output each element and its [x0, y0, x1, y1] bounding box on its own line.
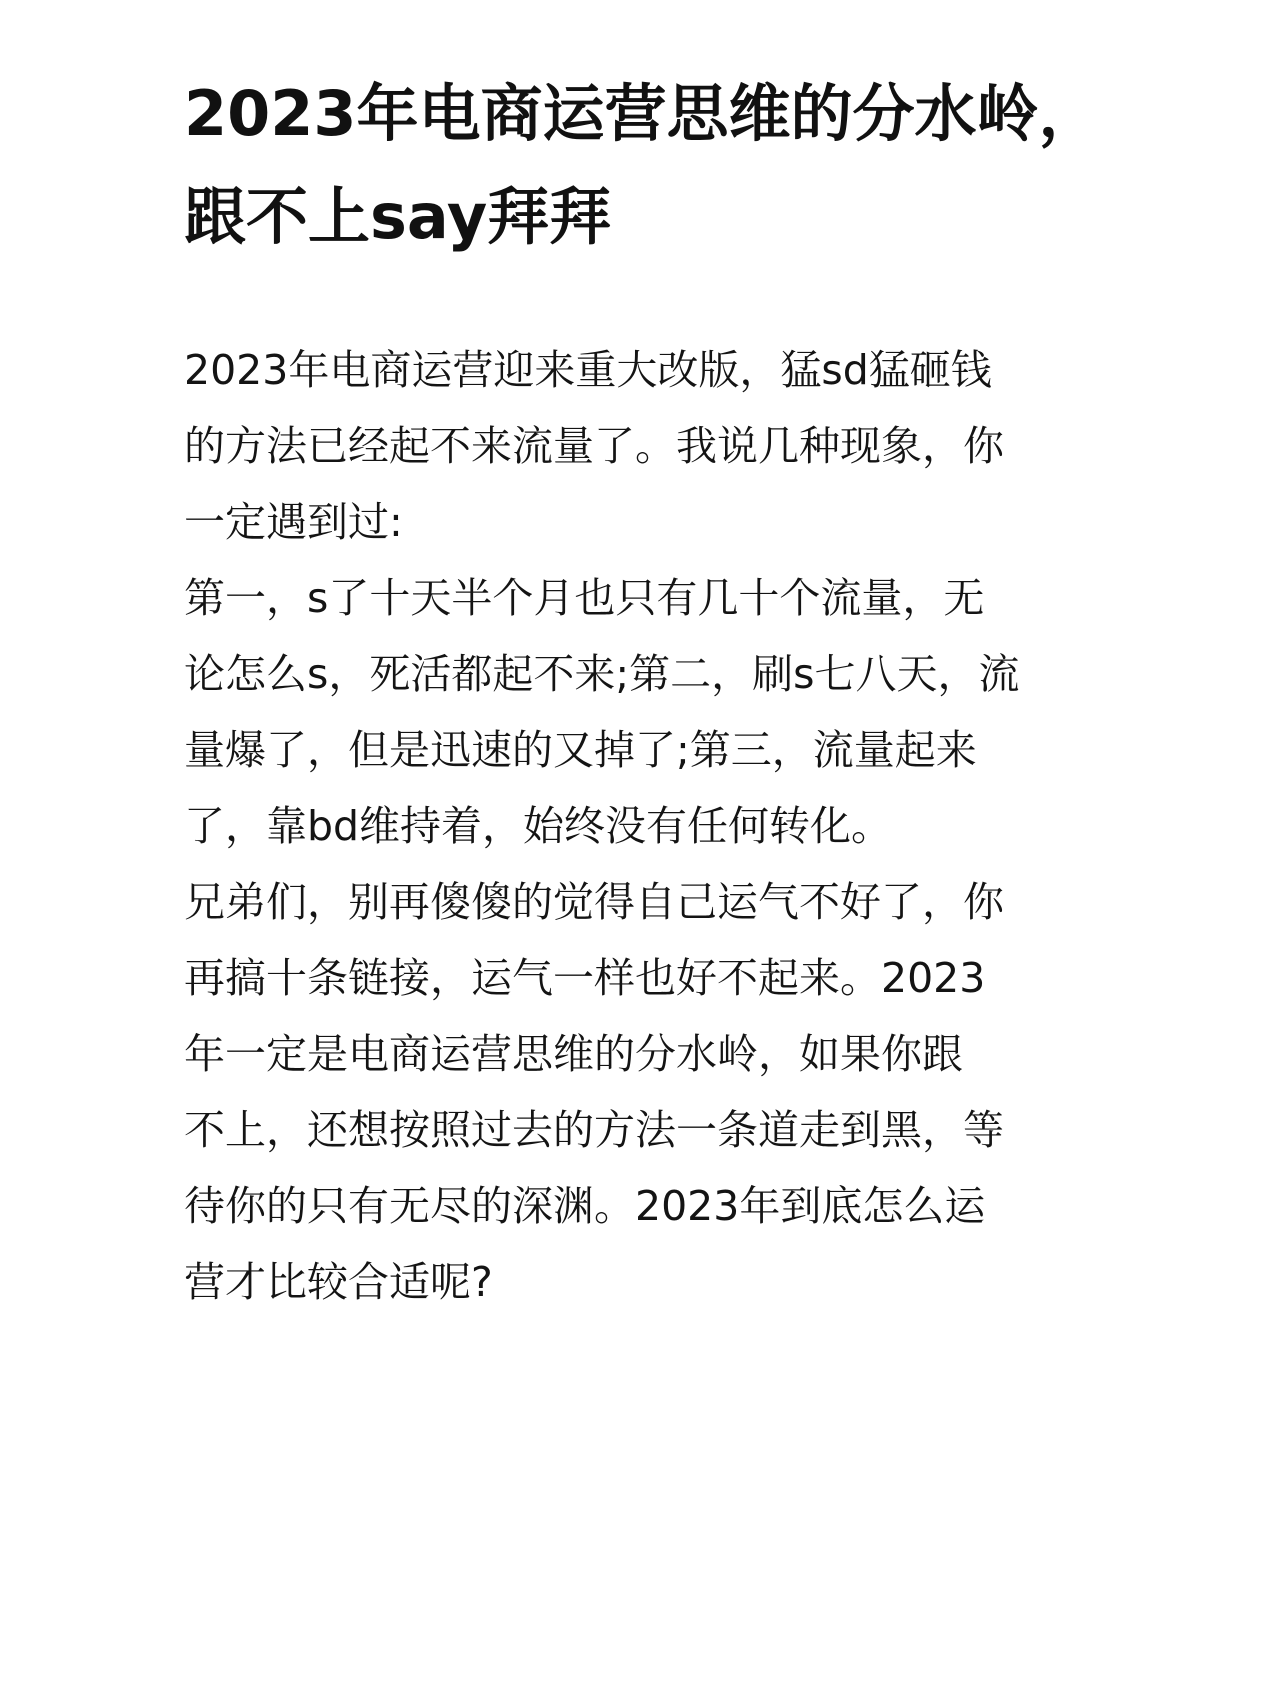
body-line: 的方法已经起不来流量了。我说几种现象，你	[184, 422, 1004, 470]
article-body	[184, 332, 1114, 1320]
article-title	[184, 62, 1114, 268]
body-line: 量爆了，但是迅速的又掉了;第三，流量起来	[184, 726, 977, 774]
body-line: 兄弟们，别再傻傻的觉得自己运气不好了，你	[184, 878, 1004, 926]
body-line: 不上，还想按照过去的方法一条道走到黑，等	[184, 1106, 1004, 1154]
body-line: 论怎么s，死活都起不来;第二，刷s七八天，流	[184, 650, 1020, 698]
body-line: 了，靠bd维持着，始终没有任何转化。	[184, 802, 893, 850]
body-line: 再搞十条链接，运气一样也好不起来。2023	[184, 954, 986, 1002]
body-line: 第一，s了十天半个月也只有几十个流量，无	[184, 574, 985, 622]
body-line: 营才比较合适呢?	[184, 1258, 493, 1306]
body-line: 2023年电商运营迎来重大改版，猛sd猛砸钱	[184, 346, 992, 394]
body-line: 待你的只有无尽的深渊。2023年到底怎么运	[184, 1182, 986, 1230]
body-line: 年一定是电商运营思维的分水岭，如果你跟	[184, 1030, 963, 1078]
title-line: 2023年电商运营思维的分水岭，	[184, 77, 1101, 150]
body-line: 一定遇到过:	[184, 498, 403, 546]
title-line: 跟不上say拜拜	[184, 180, 612, 253]
